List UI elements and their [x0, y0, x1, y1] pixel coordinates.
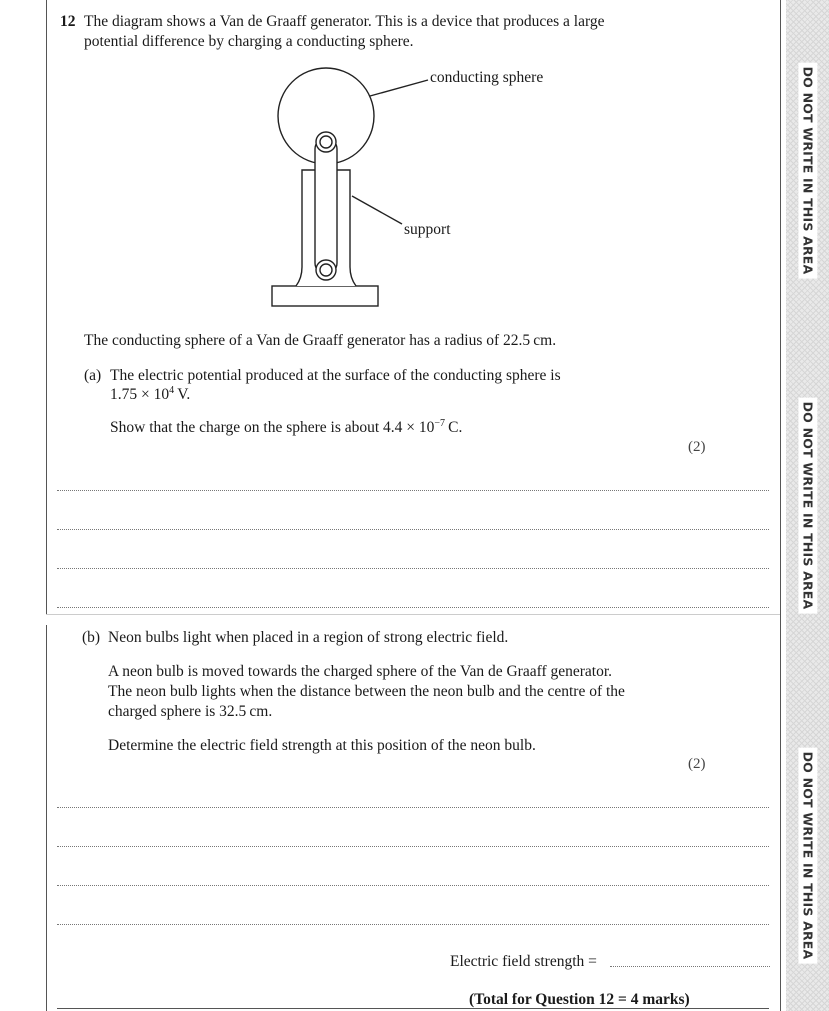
margin-warning-bottom [786, 730, 829, 980]
total-rule [57, 1008, 769, 1009]
label-conducting-sphere: conducting sphere [430, 69, 544, 86]
answer-line[interactable] [57, 846, 769, 847]
part-b-determine: Determine the electric field strength at this position of the neon bulb. [108, 737, 536, 754]
part-b-para-line2: The neon bulb lights when the distance between the neon bulb and the centre of the [108, 683, 625, 700]
answer-line[interactable] [57, 885, 769, 886]
answer-line[interactable] [57, 924, 769, 925]
van-de-graaff-diagram [262, 62, 622, 312]
part-a-marks: (2) [688, 439, 706, 455]
page-border-right [780, 0, 781, 1011]
part-a-show-that [110, 418, 462, 438]
section-break [46, 614, 780, 625]
question-total: (Total for Question 12 = 4 marks) [469, 991, 690, 1008]
margin-warning-top [786, 45, 829, 295]
answer-line[interactable] [57, 607, 769, 608]
question-intro-line1: The diagram shows a Van de Graaff generator. This is a device that produces a large [84, 13, 605, 30]
part-a-value-mantissa: 1.75 × 10 [110, 386, 170, 403]
answer-line[interactable] [57, 529, 769, 530]
radius-statement: The conducting sphere of a Van de Graaff generator has a radius of 22.5 cm. [84, 332, 557, 349]
electric-field-strength-label: Electric field strength = [450, 953, 597, 970]
margin-warning-text: DO NOT WRITE IN THIS AREA [798, 62, 817, 278]
electric-field-strength-answer-line[interactable] [610, 966, 770, 967]
question-intro-line2: potential difference by charging a conducting sphere. [84, 33, 414, 50]
van-de-graaff-drawing [262, 62, 622, 312]
answer-line[interactable] [57, 568, 769, 569]
question-number: 12 [60, 13, 76, 30]
part-a-line1: The electric potential produced at the surface of the conducting sphere is [110, 367, 561, 384]
part-a-value-exponent: 4 [169, 384, 175, 396]
part-a-show-prefix: Show that the charge on the sphere is about 4.4 × 10 [110, 419, 435, 436]
answer-line[interactable] [57, 490, 769, 491]
part-a-show-exponent: −7 [434, 417, 446, 429]
part-a-value-unit: V. [174, 386, 191, 403]
margin-warning-text: DO NOT WRITE IN THIS AREA [798, 747, 817, 963]
part-b-line1: Neon bulbs light when placed in a region of strong electric field. [108, 629, 509, 646]
label-support: support [404, 221, 451, 238]
part-a-label: (a) [84, 367, 102, 384]
part-a-show-suffix: C. [445, 419, 463, 436]
answer-line[interactable] [57, 807, 769, 808]
part-b-para-line1: A neon bulb is moved towards the charged sphere of the Van de Graaff generator. [108, 663, 613, 680]
margin-warning-middle [786, 380, 829, 630]
part-b-marks: (2) [688, 756, 706, 772]
part-b-para-line3: charged sphere is 32.5 cm. [108, 703, 273, 720]
part-a-value [110, 385, 190, 405]
margin-warning-text: DO NOT WRITE IN THIS AREA [798, 397, 817, 613]
page-border-left [46, 0, 47, 1011]
part-b-label: (b) [82, 629, 101, 646]
